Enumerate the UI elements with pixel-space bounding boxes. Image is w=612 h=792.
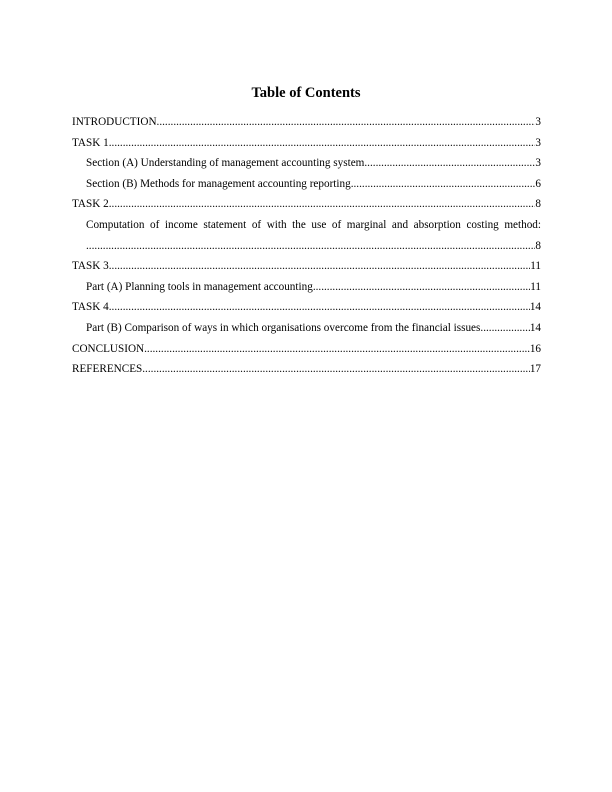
toc-entry-text: TASK 4 xyxy=(72,301,109,314)
toc-page-number: 17 xyxy=(529,363,541,376)
toc-dot-leader xyxy=(313,277,530,298)
toc-page-number: 14 xyxy=(529,321,541,334)
toc-page-number: 11 xyxy=(530,260,541,273)
toc-entry-task-1[interactable] xyxy=(72,133,541,154)
toc-entry-text: INTRODUCTION xyxy=(72,116,157,128)
toc-page-number: 3 xyxy=(535,136,541,149)
toc-entry-task-3[interactable] xyxy=(72,256,541,277)
toc-page-number: 6 xyxy=(535,177,541,190)
toc-entry-introduction[interactable] xyxy=(72,112,541,133)
toc-entry-text: Part (A) Planning tools in management accounting xyxy=(86,280,313,293)
toc-dot-leader xyxy=(480,318,529,339)
toc-dot-leader xyxy=(351,174,536,195)
toc-page-number: 14 xyxy=(529,301,541,314)
toc-dot-leader xyxy=(157,112,536,133)
toc-dot-leader xyxy=(86,236,535,257)
toc-entry-text: Section (A) Understanding of management accounting system xyxy=(86,157,365,170)
toc-dot-leader xyxy=(109,194,536,215)
toc-entry-continuation xyxy=(86,236,541,257)
toc-dot-leader xyxy=(109,133,536,154)
toc-entry-text: Computation of income statement of with the use of marginal and absorption costing method: xyxy=(86,218,541,231)
toc-entry-text: Part (B) Comparison of ways in which organisations overcome from the financial issues xyxy=(86,321,481,334)
toc-dot-leader xyxy=(109,297,530,318)
toc-entry-section-b[interactable] xyxy=(72,174,541,195)
toc-page-number: 3 xyxy=(535,116,541,128)
toc-page-number: 8 xyxy=(535,198,541,211)
toc-dot-leader xyxy=(144,339,530,360)
toc-entry-text: TASK 2 xyxy=(72,198,109,211)
toc-entry-task-4[interactable] xyxy=(72,297,541,318)
toc-entry-section-a[interactable] xyxy=(72,153,541,174)
toc-page-number: 8 xyxy=(535,239,541,252)
toc-dot-leader xyxy=(364,153,535,174)
toc-entry-part-b[interactable] xyxy=(72,318,541,339)
toc-entry-references[interactable] xyxy=(72,359,541,380)
toc-entry-task-2[interactable] xyxy=(72,194,541,215)
toc-page-number: 3 xyxy=(535,157,541,170)
toc-entry-text: TASK 3 xyxy=(72,260,109,273)
table-of-contents xyxy=(72,112,541,380)
toc-entry-text: Section (B) Methods for management accounting reporting xyxy=(86,177,351,190)
toc-entry-text: CONCLUSION xyxy=(72,342,145,355)
toc-entry-part-a[interactable] xyxy=(72,277,541,298)
toc-entry-computation[interactable] xyxy=(72,215,541,256)
toc-entry-conclusion[interactable] xyxy=(72,339,541,360)
toc-dot-leader xyxy=(109,256,531,277)
toc-entry-text: TASK 1 xyxy=(72,136,109,149)
toc-page-number: 11 xyxy=(530,280,541,293)
toc-dot-leader xyxy=(142,359,530,380)
toc-page-number: 16 xyxy=(529,342,541,355)
toc-title: Table of Contents xyxy=(251,85,361,101)
toc-entry-text: REFERENCES xyxy=(72,363,143,376)
